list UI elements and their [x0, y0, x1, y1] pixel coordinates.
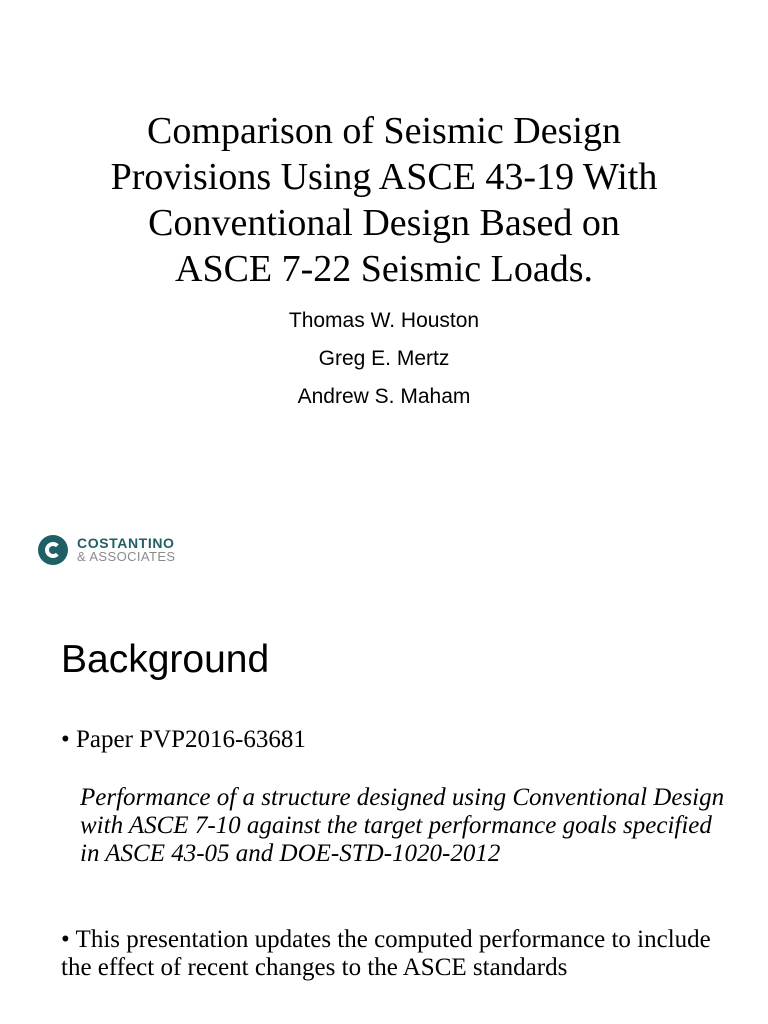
company-logo — [38, 535, 175, 565]
title-line: Comparison of Seismic Design — [147, 110, 621, 152]
paper-description-quote: Performance of a structure designed using Conventional Design with ASCE 7-10 against the target performance goals specified in ASCE 43-05 and DOE-STD-1020-2012 — [80, 784, 725, 867]
bullet-paper-reference: • Paper PVP2016-63681 — [61, 726, 306, 753]
costantino-c-logo-icon — [38, 535, 68, 565]
slide-heading: Background — [61, 638, 270, 681]
slide-title — [40, 108, 728, 292]
background-slide — [0, 600, 768, 1024]
bullet-presentation-summary: • This presentation updates the computed performance to include the effect of recent changes to the ASCE standards — [61, 926, 711, 981]
author-name: Thomas W. Houston — [288, 309, 480, 332]
author-name: Andrew S. Maham — [297, 385, 471, 408]
author-name: Greg E. Mertz — [318, 347, 450, 370]
author-list — [0, 302, 768, 416]
title-line: Conventional Design Based on — [148, 202, 620, 244]
title-line: ASCE 7-22 Seismic Loads. — [175, 248, 593, 290]
title-line: Provisions Using ASCE 43-19 With — [110, 156, 658, 198]
logo-company-name: COSTANTINO — [77, 535, 175, 551]
logo-wordmark — [77, 537, 175, 563]
logo-company-suffix: & ASSOCIATES — [77, 549, 176, 564]
